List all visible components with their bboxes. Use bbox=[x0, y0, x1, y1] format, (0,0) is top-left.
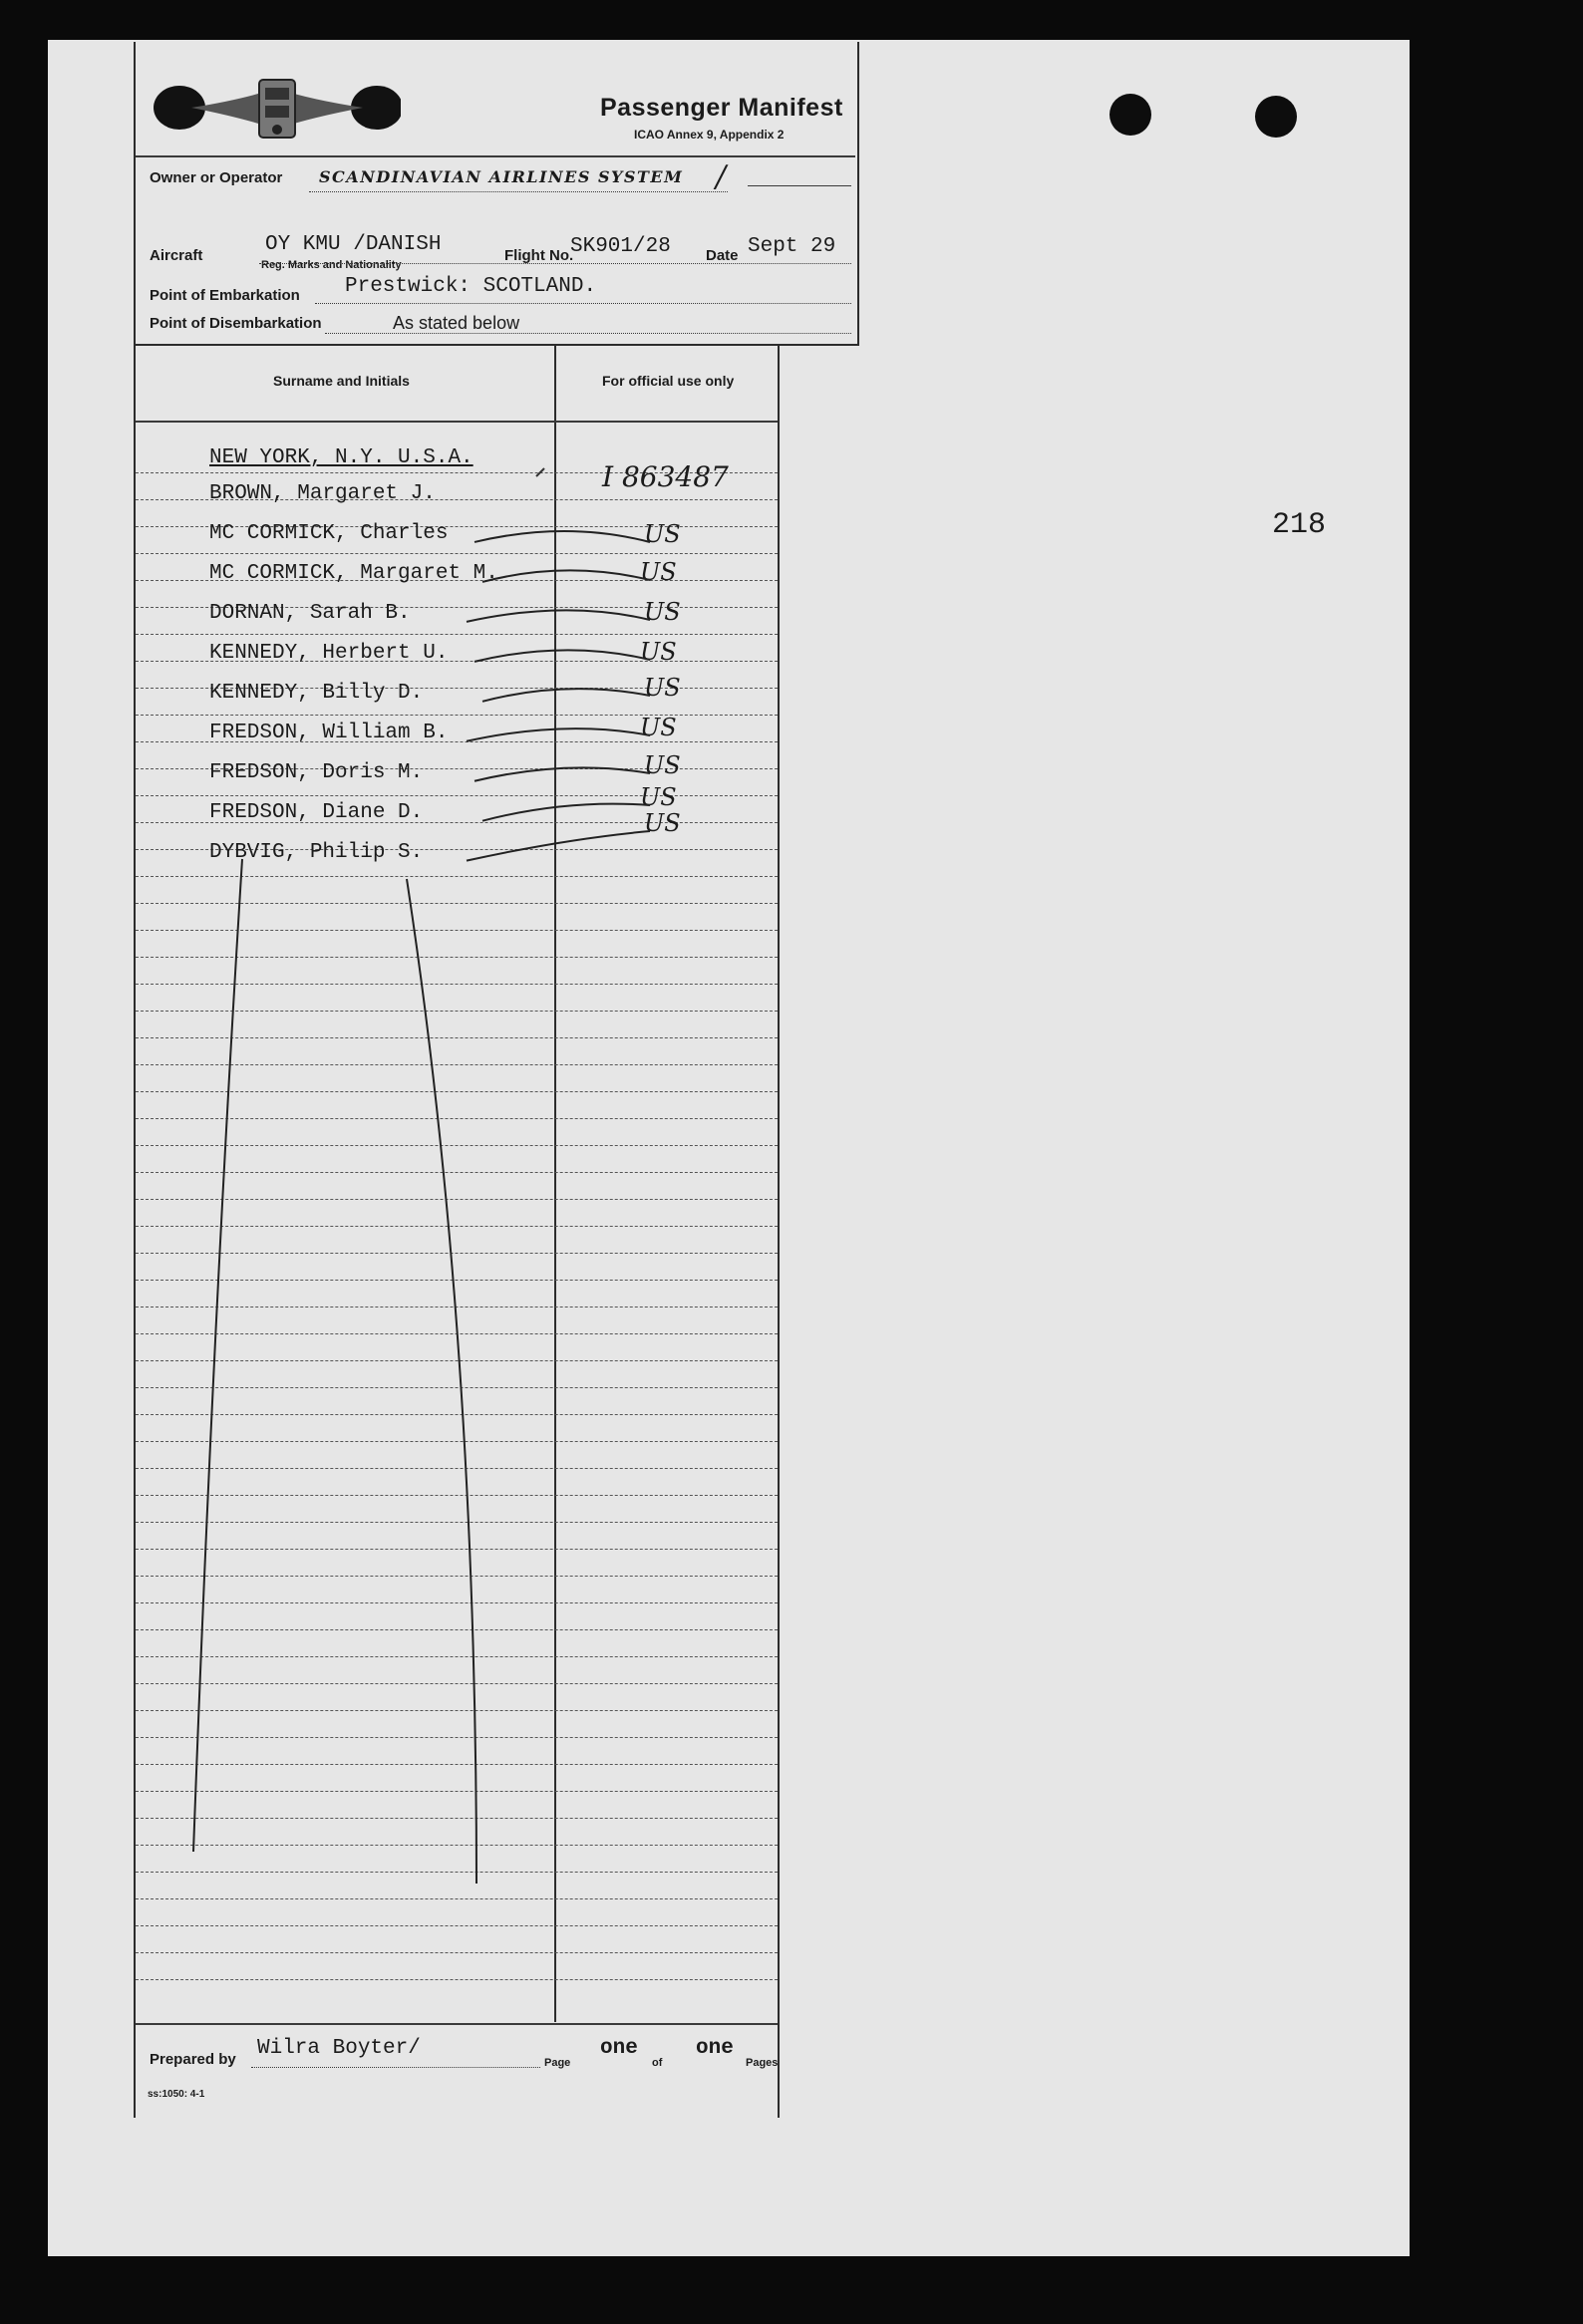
owner-label: Owner or Operator bbox=[150, 169, 283, 186]
passenger-name: FREDSON, William B. bbox=[209, 721, 449, 744]
form-code: ss:1050: 4-1 bbox=[148, 2089, 205, 2100]
nationality-mark: US bbox=[640, 714, 677, 741]
nationality-mark: US bbox=[644, 809, 681, 837]
of-label: of bbox=[652, 2057, 663, 2069]
nationality-mark: US bbox=[644, 751, 681, 779]
passenger-name: MC CORMICK, Charles bbox=[209, 521, 449, 545]
aircraft-label: Aircraft bbox=[150, 247, 203, 264]
aircraft-value: OY KMU /DANISH bbox=[265, 233, 442, 256]
margin-page-number: 218 bbox=[1272, 508, 1327, 542]
nationality-mark: US bbox=[640, 783, 677, 811]
column-header-official: For official use only bbox=[602, 373, 735, 389]
passenger-name: DORNAN, Sarah B. bbox=[209, 601, 411, 625]
passenger-name: FREDSON, Doris M. bbox=[209, 760, 424, 784]
official-number: I 863487 bbox=[602, 460, 729, 493]
manifest-title: Passenger Manifest bbox=[600, 94, 843, 122]
embarkation-label: Point of Embarkation bbox=[150, 287, 300, 304]
date-label: Date bbox=[706, 247, 739, 264]
destination: NEW YORK, N.Y. U.S.A. bbox=[209, 446, 474, 469]
footer-divider bbox=[136, 2023, 778, 2025]
disembarkation-value: As stated below bbox=[393, 313, 520, 333]
prepared-by-value: Wilra Boyter/ bbox=[257, 2037, 421, 2060]
flight-label: Flight No. bbox=[504, 247, 574, 264]
nationality-mark: US bbox=[644, 598, 681, 626]
passenger-name: MC CORMICK, Margaret M. bbox=[209, 561, 498, 585]
pages-value: one bbox=[696, 2037, 734, 2060]
date-value: Sept 29 bbox=[748, 235, 836, 258]
hand-strokes bbox=[48, 40, 1410, 2256]
manifest-sheet bbox=[48, 40, 1410, 2256]
prepared-by-label: Prepared by bbox=[150, 2051, 236, 2068]
aircraft-sub-label: Reg. Marks and Nationality bbox=[261, 259, 402, 271]
page-label: Page bbox=[544, 2057, 571, 2069]
page-value: one bbox=[600, 2037, 638, 2060]
nationality-mark: US bbox=[640, 638, 677, 666]
nationality-mark: US bbox=[644, 520, 681, 548]
passenger-name: KENNEDY, Herbert U. bbox=[209, 641, 449, 665]
pages-label: Pages bbox=[746, 2057, 779, 2069]
passenger-name: KENNEDY, Billy D. bbox=[209, 681, 424, 705]
disembarkation-label: Point of Disembarkation bbox=[150, 315, 322, 332]
owner-mark: / bbox=[716, 159, 727, 194]
passenger-name: DYBVIG, Philip S. bbox=[209, 840, 424, 864]
column-header-name: Surname and Initials bbox=[273, 373, 410, 389]
nationality-mark: US bbox=[640, 558, 677, 586]
nationality-mark: US bbox=[644, 674, 681, 702]
embarkation-value: Prestwick: SCOTLAND. bbox=[345, 275, 597, 298]
owner-value: SCANDINAVIAN AIRLINES SYSTEM bbox=[319, 167, 684, 186]
passenger-name: BROWN, Margaret J. bbox=[209, 482, 436, 505]
manifest-subtitle: ICAO Annex 9, Appendix 2 bbox=[634, 128, 785, 142]
passenger-name: FREDSON, Diane D. bbox=[209, 800, 424, 824]
flight-value: SK901/28 bbox=[570, 235, 671, 258]
